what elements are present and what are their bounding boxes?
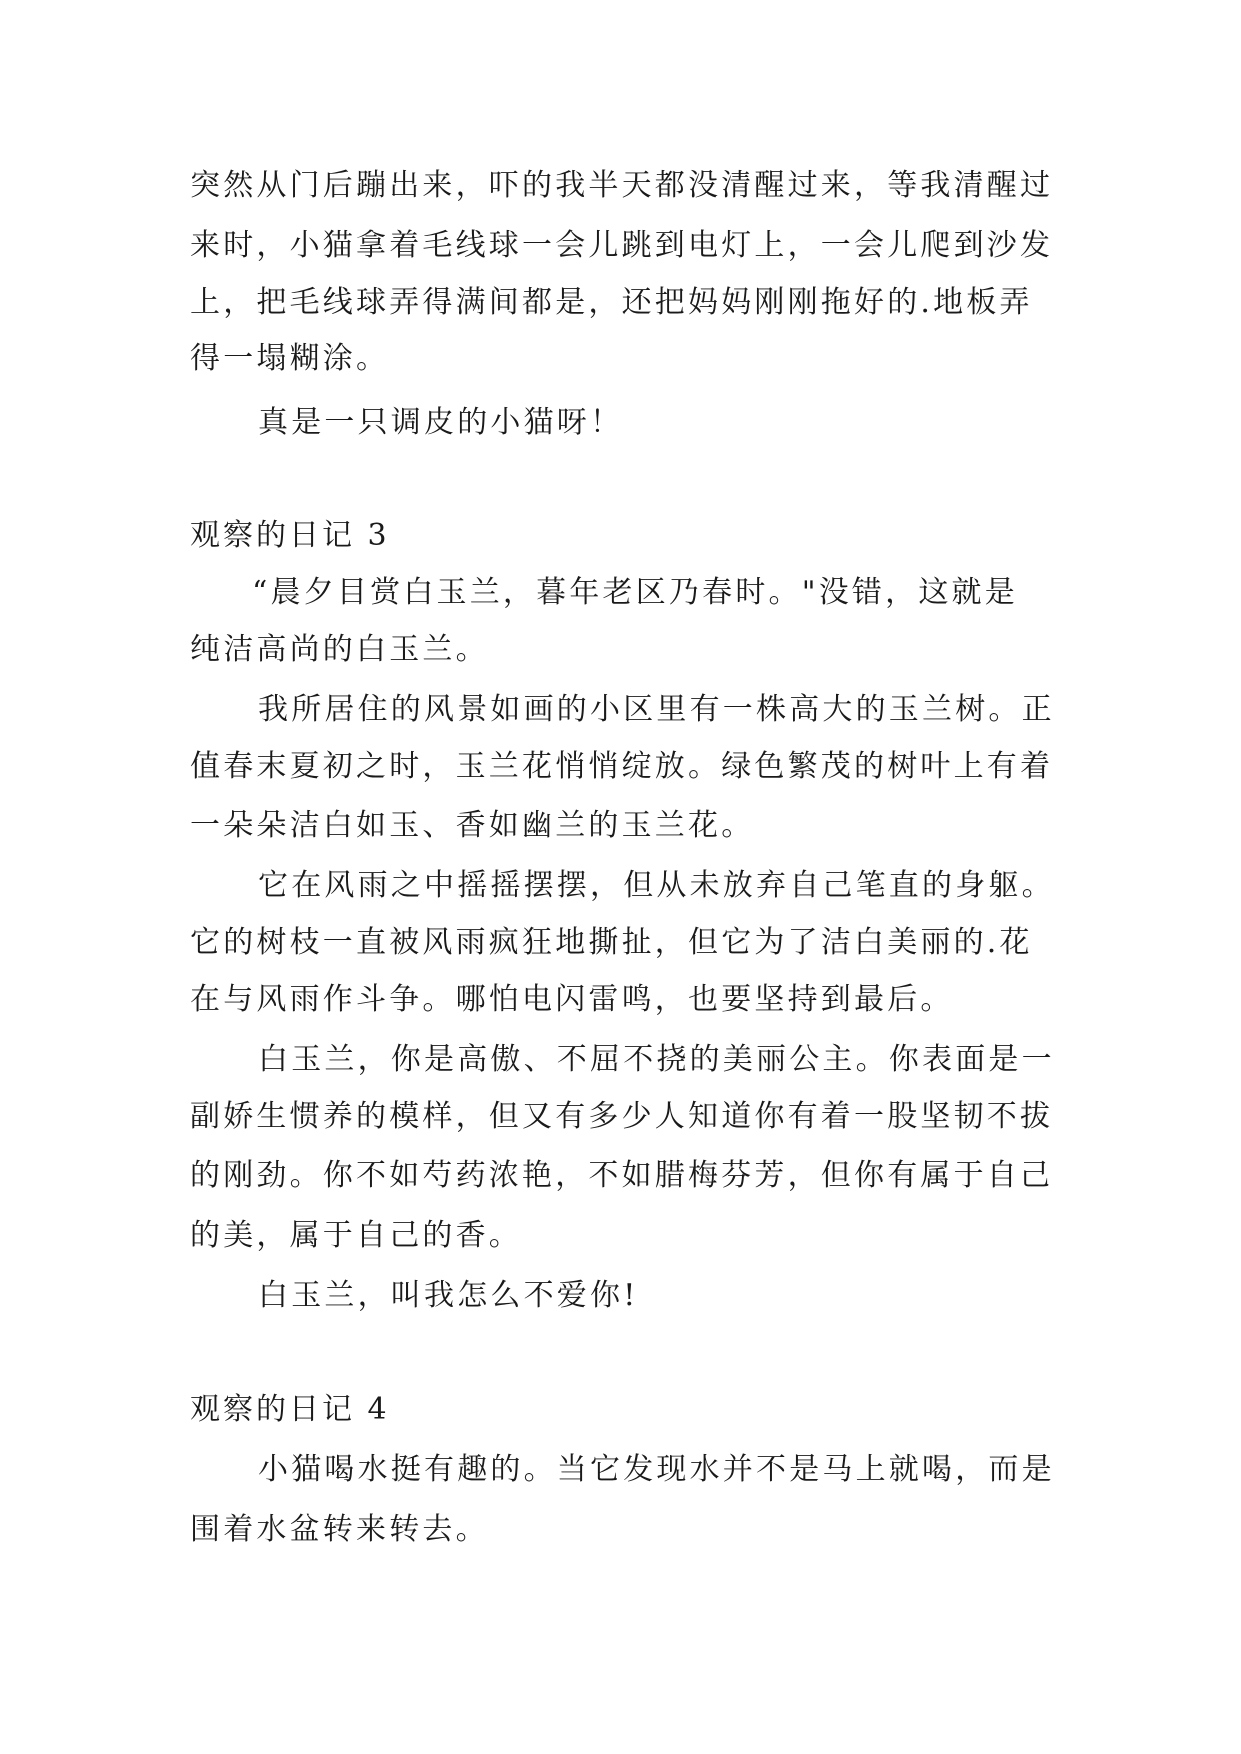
paragraph-line: 的刚劲。你不如芍药浓艳，不如腊梅芬芳，但你有属于自己 (190, 1158, 1054, 1193)
paragraph-line: 它在风雨之中摇摇摆摆，但从未放弃自己笔直的身躯。 (258, 868, 1055, 903)
paragraph-line: 真是一只调皮的小猫呀！ (258, 405, 624, 440)
paragraph-line: 在与风雨作斗争。哪怕电闪雷鸣，也要坚持到最后。 (190, 982, 954, 1017)
paragraph-line: 它的树枝一直被风雨疯狂地撕扯，但它为了洁白美丽的.花 (190, 925, 1033, 960)
section-heading: 观察的日记 4 (190, 1392, 390, 1427)
paragraph-line: 围着水盆转来转去。 (190, 1512, 489, 1547)
paragraph-line: “晨夕目赏白玉兰，暮年老区乃春时。"没错，这就是 (252, 575, 1018, 610)
paragraph-line: 得一塌糊涂。 (190, 341, 390, 376)
paragraph-line: 小猫喝水挺有趣的。当它发现水并不是马上就喝，而是 (258, 1452, 1055, 1487)
paragraph-line: 白玉兰，你是高傲、不屈不挠的美丽公主。你表面是一 (258, 1042, 1055, 1077)
paragraph-line: 白玉兰，叫我怎么不爱你! (258, 1278, 639, 1313)
paragraph-line: 副娇生惯养的模样，但又有多少人知道你有着一股坚韧不拔 (190, 1099, 1054, 1134)
paragraph-line: 来时，小猫拿着毛线球一会儿跳到电灯上，一会儿爬到沙发 (190, 228, 1054, 263)
paragraph-line: 一朵朵洁白如玉、香如幽兰的玉兰花。 (190, 808, 755, 843)
paragraph-line: 我所居住的风景如画的小区里有一株高大的玉兰树。正 (258, 692, 1055, 727)
paragraph-line: 的美，属于自己的香。 (190, 1218, 522, 1253)
paragraph-line: 上，把毛线球弄得满间都是，还把妈妈刚刚拖好的.地板弄 (190, 285, 1033, 320)
paragraph-line: 突然从门后蹦出来，吓的我半天都没清醒过来，等我清醒过 (190, 168, 1054, 203)
paragraph-line: 纯洁高尚的白玉兰。 (190, 632, 489, 667)
section-heading: 观察的日记 3 (190, 518, 390, 553)
paragraph-line: 值春末夏初之时，玉兰花悄悄绽放。绿色繁茂的树叶上有着 (190, 749, 1054, 784)
